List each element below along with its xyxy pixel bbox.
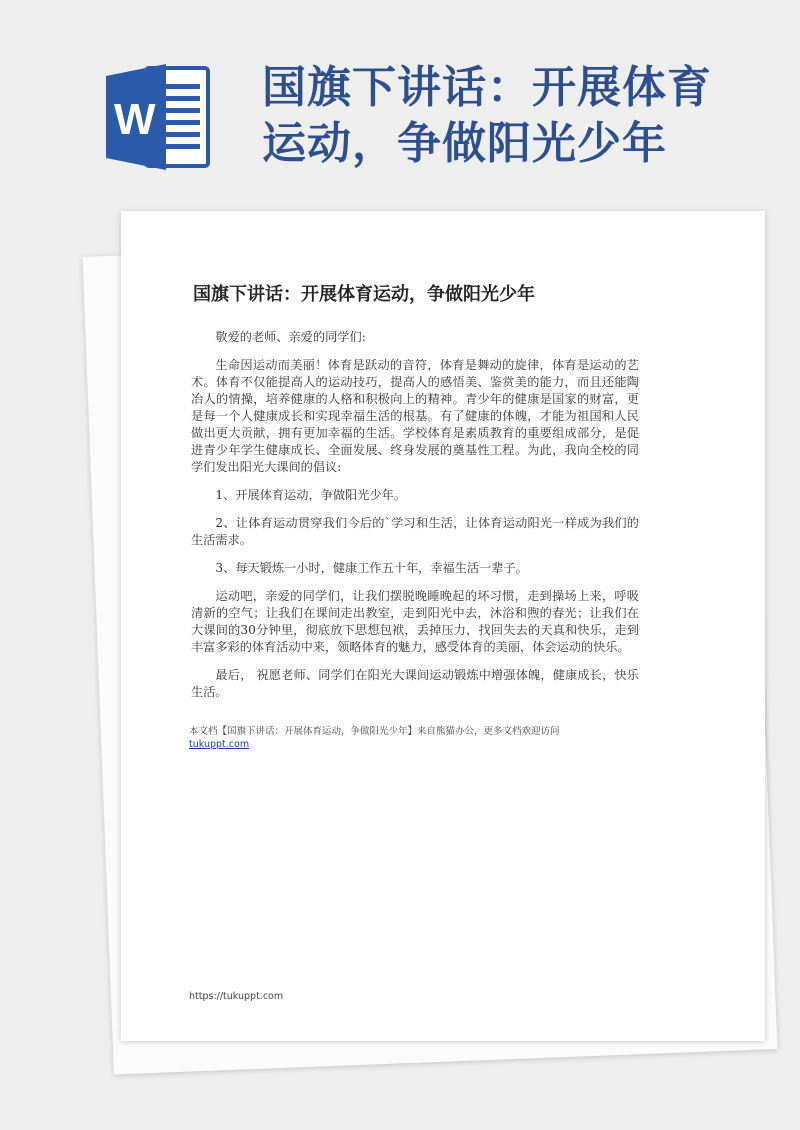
source-note: [189, 725, 709, 751]
paragraph-intro: 生命因运动而美丽！体育是跃动的音符，体育是舞动的旋律，体育是运动的艺术。体育不仅能提高人的运动技巧，提高人的感悟美、鉴赏美的能力，而且还能陶冶人的情操，培养健康的人格和积极向上的精神。青少年的健康是国家的财富，更是每一个人健康成长和实现幸福生活的根基。有了健康的体魄，才能为祖国和人民做出更大贡献，拥有更加幸福的生活。学校体育是素质教育的重要组成部分，是促进青少年学生健康成长、全面发展、终身发展的奠基性工程。为此，我向全校的同学们发出阳光大课间的倡议:: [191, 358, 639, 474]
header-title-line-1: 国旗下讲话：开展体育: [262, 62, 712, 113]
source-link[interactable]: tukuppt.com: [189, 739, 250, 750]
paragraph-item-3: 3、每天锻炼一小时，健康工作五十年，幸福生活一辈子。: [215, 561, 528, 575]
document-title: 国旗下讲话：开展体育运动，争做阳光少年: [193, 284, 535, 305]
paragraph-salutation: 敬爱的老师、亲爱的同学们:: [215, 330, 366, 344]
document-body: [191, 329, 639, 712]
paragraph-closing: 最后， 祝愿老师、同学们在阳光大课间运动锻炼中增强体魄，健康成长，快乐生活。: [191, 668, 639, 699]
source-note-text: 本文档【国旗下讲话：开展体育运动，争做阳光少年】来自熊猫办公，更多文档欢迎访问: [189, 726, 560, 737]
document-page: [121, 211, 765, 1041]
paragraph-item-2: 2、让体育运动贯穿我们今后的`学习和生活，让体育运动阳光一样成为我们的生活需求。: [191, 516, 639, 547]
paragraph-item-1: 1、开展体育运动，争做阳光少年。: [215, 488, 406, 502]
word-document-icon: [106, 62, 214, 172]
page-footer-url: https://tukuppt.com: [189, 991, 284, 1002]
paragraph-call-to-action: 运动吧，亲爱的同学们，让我们摆脱晚睡晚起的坏习惯，走到操场上来，呼吸清新的空气；让我们在课间走出教室，走到阳光中去，沐浴和煦的春光；让我们在大课间的30分钟里，彻底放下思想包袱，丢掉压力，找回失去的天真和快乐，走到丰富多彩的体育活动中来，领略体育的魅力，感受体育的美丽，体会运动的快乐。: [191, 589, 639, 654]
header-title: [262, 60, 782, 172]
header-title-line-2: 运动，争做阳光少年: [262, 118, 667, 169]
word-icon-letter: W: [114, 95, 156, 144]
page-header: [0, 0, 800, 200]
